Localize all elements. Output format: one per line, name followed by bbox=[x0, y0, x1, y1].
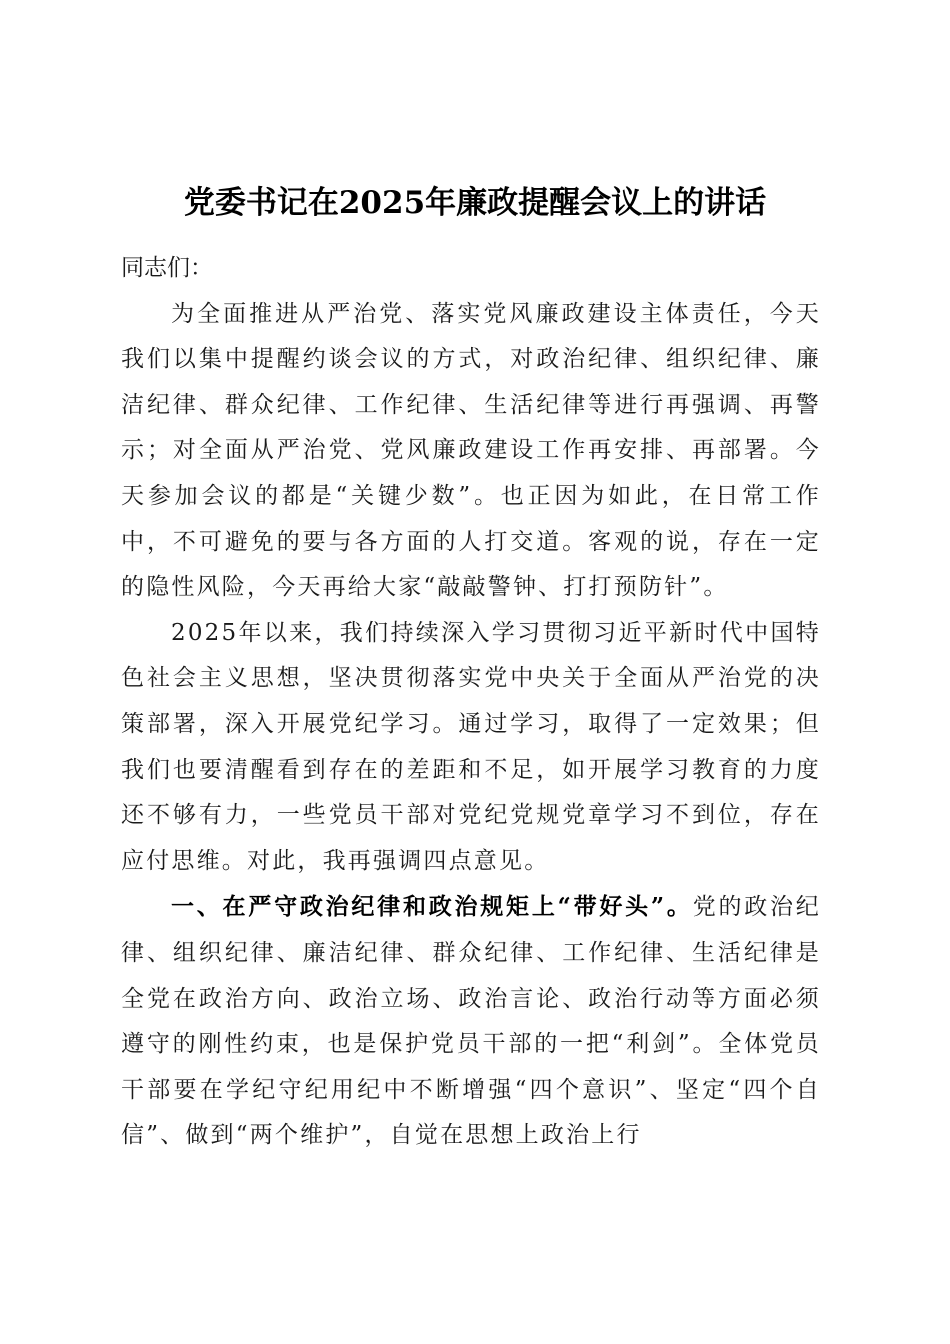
salutation: 同志们： bbox=[121, 255, 213, 281]
document-title: 党委书记在2025年廉政提醒会议上的讲话 bbox=[183, 185, 767, 221]
document-body bbox=[121, 246, 821, 1159]
section-heading: 一、在严守政治纪律和政治规矩上“带好头”。 bbox=[171, 893, 693, 921]
paragraph-review bbox=[121, 611, 821, 885]
paragraph-point-one bbox=[121, 884, 821, 1159]
paragraph-text: 党的政治纪律、组织纪律、廉洁纪律、群众纪律、工作纪律、生活纪律是全党在政治方向、政治立场、政治言论、政治行动等方面必须遵守的刚性约束，也是保护党员干部的一把“利剑”。全体党员干部要在学纪守纪用纪中不断增强“四个意识”、坚定“四个自信”、做到“两个维护”，自觉在思想上政治上行 bbox=[121, 894, 821, 1149]
paragraph-intro bbox=[121, 292, 821, 611]
paragraph-text: 2025年以来，我们持续深入学习贯彻习近平新时代中国特色社会主义思想，坚决贯彻落实党中央关于全面从严治党的决策部署，深入开展党纪学习。通过学习，取得了一定效果；但我们也要清醒看到存在的差距和不足，如开展学习教育的力度还不够有力，一些党员干部对党纪党规党章学习不到位，存在应付思维。对此，我再强调四点意见。 bbox=[121, 619, 821, 874]
paragraph-text: 为全面推进从严治党、落实党风廉政建设主体责任，今天我们以集中提醒约谈会议的方式，对政治纪律、组织纪律、廉洁纪律、群众纪律、工作纪律、生活纪律等进行再强调、再警示；对全面从严治党、党风廉政建设工作再安排、再部署。今天参加会议的都是“关键少数”。也正因为如此，在日常工作中，不可避免的要与各方面的人打交道。客观的说，存在一定的隐性风险，今天再给大家“敲敲警钟、打打预防针”。 bbox=[121, 300, 821, 601]
